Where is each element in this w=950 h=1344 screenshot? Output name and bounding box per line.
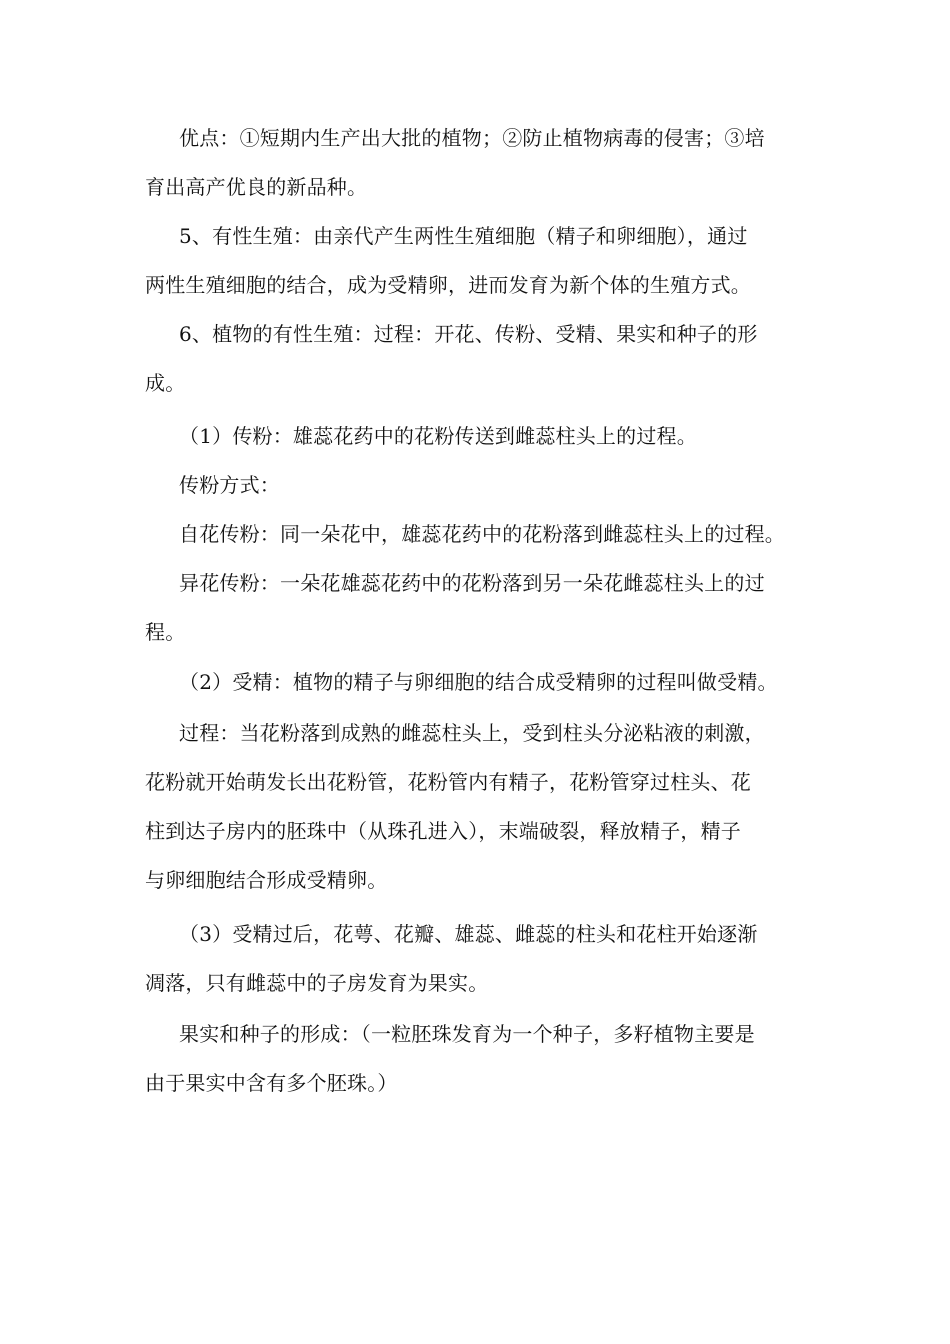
- text-line: 自花传粉：同一朵花中，雄蕊花药中的花粉落到雌蕊柱头上的过程。: [179, 522, 785, 546]
- paragraph-fertilization: [145, 658, 805, 707]
- text-line: 育出高产优良的新品种。: [145, 175, 368, 199]
- text-line: 优点：①短期内生产出大批的植物；②防止植物病毒的侵害；③培: [179, 126, 765, 150]
- text-line: 果实和种子的形成：（一粒胚珠发育为一个种子，多籽植物主要是: [179, 1022, 755, 1046]
- paragraph-advantages: [145, 114, 805, 212]
- text-line: （2）受精：植物的精子与卵细胞的结合成受精卵的过程叫做受精。: [179, 670, 778, 694]
- text-line: 成。: [145, 371, 186, 395]
- text-line: 程。: [145, 620, 186, 644]
- paragraph-sexual-reproduction: [145, 212, 805, 310]
- text-line: 传粉方式：: [179, 473, 280, 497]
- text-line: 5、有性生殖：由亲代产生两性生殖细胞（精子和卵细胞），通过: [179, 224, 748, 248]
- text-line: 过程：当花粉落到成熟的雌蕊柱头上，受到柱头分泌粘液的刺激，: [179, 721, 765, 745]
- text-line: 凋落，只有雌蕊中的子房发育为果实。: [145, 971, 489, 995]
- paragraph-cross-pollination: [145, 559, 805, 657]
- paragraph-fruit-seed-formation: [145, 1010, 805, 1108]
- text-line: 两性生殖细胞的结合，成为受精卵，进而发育为新个体的生殖方式。: [145, 273, 751, 297]
- text-line: 6、植物的有性生殖：过程：开花、传粉、受精、果实和种子的形: [179, 322, 758, 346]
- text-line: 花粉就开始萌发长出花粉管，花粉管内有精子，花粉管穿过柱头、花: [145, 770, 751, 794]
- paragraph-fertilization-process: [145, 709, 805, 905]
- text-line: （1）传粉：雄蕊花药中的花粉传送到雌蕊柱头上的过程。: [179, 424, 697, 448]
- paragraph-after-fertilization: [145, 910, 805, 1008]
- text-line: 异花传粉：一朵花雄蕊花药中的花粉落到另一朵花雌蕊柱头上的过: [179, 571, 765, 595]
- paragraph-pollination: [145, 412, 805, 461]
- paragraph-self-pollination: [145, 510, 805, 559]
- text-line: （3）受精过后，花萼、花瓣、雄蕊、雌蕊的柱头和花柱开始逐渐: [179, 922, 758, 946]
- paragraph-pollination-methods: [145, 461, 805, 510]
- text-line: 由于果实中含有多个胚珠。）: [145, 1071, 398, 1095]
- paragraph-plant-sexual-reproduction: [145, 310, 805, 408]
- text-line: 与卵细胞结合形成受精卵。: [145, 868, 388, 892]
- text-line: 柱到达子房内的胚珠中（从珠孔进入），末端破裂，释放精子，精子: [145, 819, 741, 843]
